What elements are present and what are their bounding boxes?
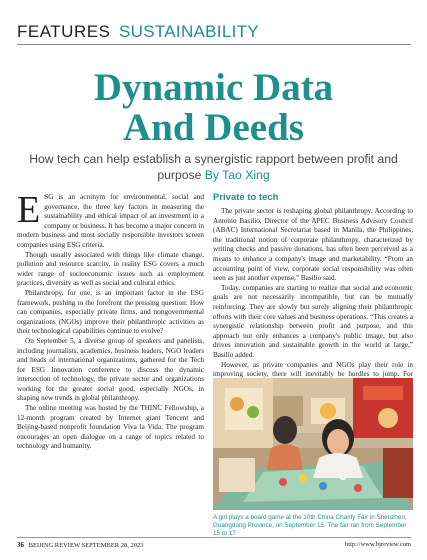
issue-info: BEIJING REVIEW SEPTEMBER 28, 2023 [28,542,144,549]
title-line-1: Dynamic Data [93,66,334,109]
section-header [17,22,417,44]
article-subtitle [20,151,407,183]
footer-rule [17,537,411,538]
footer-issue [17,541,144,549]
title-line-2: And Deeds [123,106,304,149]
paragraph-text: SG is an acronym for environmental, social and governance, the three key factors in measuring the sustainability and ethical impact of an investment in a company or business. It has become a major concern in modern business and most socially responsible investors screen companies using ESG criteria. [17,193,204,249]
paragraph: Philanthropy, for one, is an important factor in the ESG framework, pushing to the forefront the pressing question: How can companies, especially private firms, and nongovernmental organizations (NGOs) improve their philanthropic activities as their technological capabilities continue to evolve? [17,288,204,336]
article-photo [213,378,413,510]
header-rule [17,44,411,45]
paragraph [17,189,204,251]
page-number: 36 [17,541,24,549]
byline: By Tao Xing [204,168,270,182]
paragraph: Today, companies are starting to realize that social and economic goals are not necessarily incompatible, but can be mutually reinforcing. They are slowly but surely aligning their philanthropic efforts with their core values and business operations. “This creates a synergistic relationship between profit and purpose, and this approach not only enhances a company's public image, but also drives innovation and sustainable growth in the world at large,” Basilio added. [213,283,413,359]
left-column [17,189,204,452]
features-label: FEATURES [17,22,111,41]
photo-caption: A girl plays a board game at the 10th China Charity Fair in Shenzhen, Guangdong Province, on September 15. The fair ran from September 15 to 17 [213,514,407,537]
drop-cap: E [17,189,41,231]
paragraph: The private sector is reshaping global philanthropy. According to Antonio Basilio, Director of the APEC Business Advisory Council (ABAC) International Secretariat based in Manila, the Philippines, the traditional notion of corporate philanthropy, characterized by writing checks and passive donations, has often been perceived as a means to enhance a company's image and marketability. “From an accounting point of view, corporate social responsibility was often seen as just another expense,” Basilio said. [213,207,413,283]
footer-website: http://www.bjreview.com [345,541,411,548]
right-column [213,207,413,399]
article-title [0,68,427,148]
subtitle-text: How tech can help establish a synergistic rapport between profit and purpose [29,152,398,182]
paragraph: The online meeting was hosted by the THINC Fellowship, a 12-month program created by Internet giant Tencent and Beijing-based nonprofit foundation Viva la Vida. The program encourages an open dialogue on a range of topics related to technology and humanity. [17,404,204,451]
subheading: Private to tech [213,192,279,203]
section-label: SUSTAINABILITY [119,22,259,41]
paragraph: However, as private companies and NGOs play their role in improving society, there will inevitably be hurdles to jump. For [213,360,413,379]
paragraph: Though usually associated with things like climate change, pollution and resource scarcity, in reality ESG covers a much wider range of socioeconomic issues such as employment practices, diversity as well as social and cultural ethics. [17,250,204,288]
board-game-photo [213,378,413,510]
paragraph: On September 5, a diverse group of speakers and panelists, including journalists, academics, business leaders, NGO leaders and heads of international organizations, gathered for the Tech for ESG Innovation conference to discuss the dynamic intersection of technology, the private sector and organizations working for the greater social good, especially NGOs, in shaping new trends in global philanthropy. [17,336,204,403]
